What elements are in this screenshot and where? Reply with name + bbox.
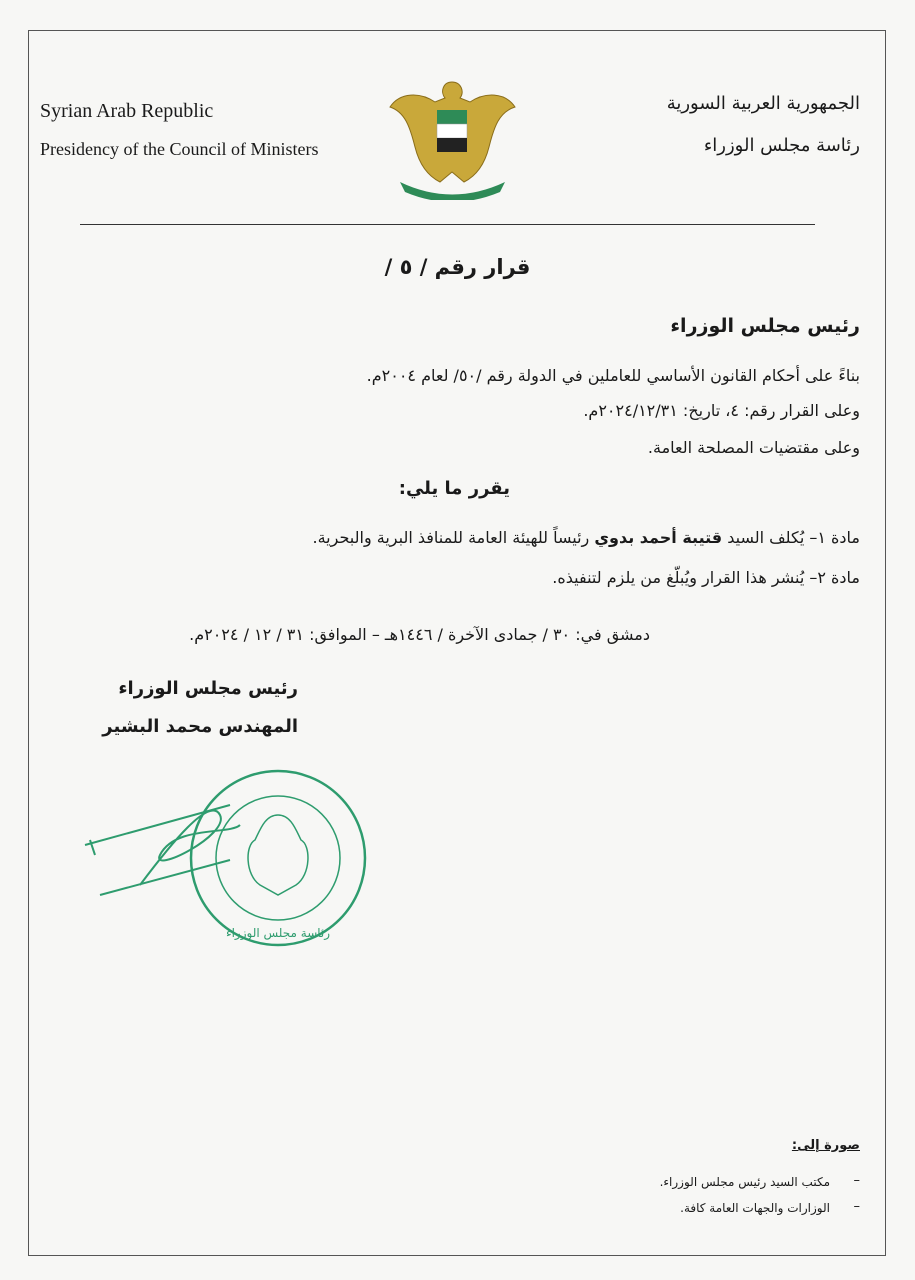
decision-title: قرار رقم / ٥ / [384,255,531,279]
signatory-title: رئيس مجلس الوزراء [118,678,298,699]
copies-item-text: مكتب السيد رئيس مجلس الوزراء. [659,1175,830,1189]
header-ar-country: الجمهورية العربية السورية [666,93,860,114]
header-divider [80,224,815,225]
copies-heading: صورة إلى: [791,1138,860,1153]
stamp-text: رئاسة مجلس الوزراء [225,926,331,940]
copies-bullet: – [853,1199,860,1214]
decides-heading: يقرر ما يلي: [398,478,510,499]
official-stamp-and-signature [80,765,380,955]
header-en-office: Presidency of the Council of Ministers [40,139,319,159]
preamble-line: وعلى مقتضيات المصلحة العامة. [647,438,860,457]
date-line: دمشق في: ٣٠ / جمادى الآخرة / ١٤٤٦هـ – الموافق: ٣١ / ١٢ / ٢٠٢٤م. [189,625,650,644]
article-prefix: مادة ١– يُكلف السيد [722,528,860,547]
header-en-country: Syrian Arab Republic [40,100,214,122]
article-2: مادة ٢– يُنشر هذا القرار ويُبلّغ من يلزم لتنفيذه. [552,568,860,587]
signatory-name: المهندس محمد البشير [102,716,298,737]
copies-item-text: الوزارات والجهات العامة كافة. [680,1201,830,1215]
article-1 [313,528,860,547]
preamble-line: وعلى القرار رقم: ٤، تاريخ: ٢٠٢٤/١٢/٣١م. [583,401,860,420]
copies-item [680,1201,830,1215]
issuer-heading: رئيس مجلس الوزراء [670,315,860,337]
article-suffix: رئيساً للهيئة العامة للمنافذ البرية والبحرية. [312,528,595,547]
eagle-emblem-icon [385,72,520,200]
preamble-line: بناءً على أحكام القانون الأساسي للعاملين في الدولة رقم /٥٠/ لعام ٢٠٠٤م. [366,366,860,385]
header-ar-office: رئاسة مجلس الوزراء [703,135,860,156]
copies-item [660,1175,830,1189]
appointee-name: قتيبة أحمد بدوي [594,528,723,547]
copies-bullet: – [853,1173,860,1188]
